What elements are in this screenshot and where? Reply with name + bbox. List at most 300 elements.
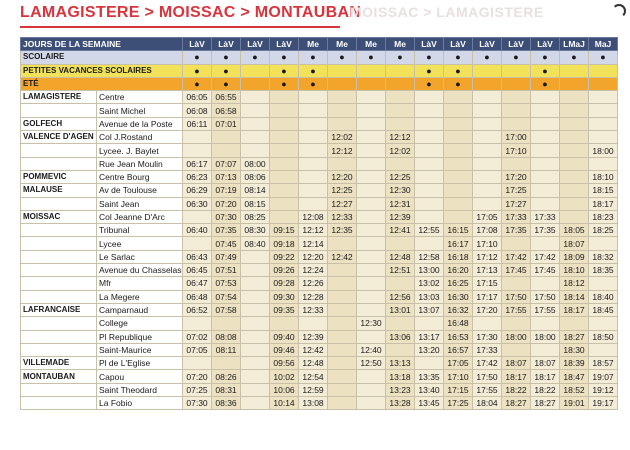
day-header: LàV xyxy=(183,38,212,51)
departure-time xyxy=(328,383,357,396)
departure-time: 09:28 xyxy=(270,277,299,290)
departure-time: 07:07 xyxy=(212,157,241,170)
departure-time: 09:35 xyxy=(270,303,299,316)
city-name: MALAUSE xyxy=(21,184,97,197)
departure-time xyxy=(357,277,386,290)
period-dot: ● xyxy=(183,77,212,90)
city-name xyxy=(21,343,97,356)
departure-time: 12:48 xyxy=(386,250,415,263)
departure-time xyxy=(241,343,270,356)
departure-time: 06:52 xyxy=(183,303,212,316)
departure-time: 08:08 xyxy=(212,330,241,343)
stop-row xyxy=(21,197,618,210)
departure-time: 07:51 xyxy=(212,264,241,277)
departure-time: 17:30 xyxy=(473,330,502,343)
stop-row xyxy=(21,157,618,170)
departure-time xyxy=(415,184,444,197)
days-header-row xyxy=(21,38,618,51)
city-name xyxy=(21,290,97,303)
departure-time xyxy=(299,117,328,130)
departure-time: 19:01 xyxy=(560,397,589,410)
departure-time: 08:11 xyxy=(212,343,241,356)
departure-time: 13:23 xyxy=(386,383,415,396)
period-dot xyxy=(473,64,502,77)
stop-name: Saint Theodard xyxy=(97,383,183,396)
departure-time: 06:29 xyxy=(183,184,212,197)
departure-time: 17:20 xyxy=(502,170,531,183)
departure-time xyxy=(386,343,415,356)
departure-time: 18:07 xyxy=(502,357,531,370)
city-name xyxy=(21,264,97,277)
stop-name: Le Sarlac xyxy=(97,250,183,263)
period-dot: ● xyxy=(357,51,386,64)
departure-time: 17:12 xyxy=(473,250,502,263)
departure-time: 07:13 xyxy=(212,170,241,183)
departure-time: 18:23 xyxy=(589,210,618,223)
departure-time: 13:40 xyxy=(415,383,444,396)
departure-time: 06:05 xyxy=(183,91,212,104)
timetable xyxy=(20,37,618,410)
day-header: LàV xyxy=(531,38,560,51)
departure-time: 16:48 xyxy=(444,317,473,330)
departure-time: 12:30 xyxy=(386,184,415,197)
departure-time: 18:47 xyxy=(560,370,589,383)
stop-name: Pl de L'Eglise xyxy=(97,357,183,370)
departure-time xyxy=(270,317,299,330)
departure-time: 07:35 xyxy=(212,224,241,237)
day-header: LàV xyxy=(502,38,531,51)
stop-name: College xyxy=(97,317,183,330)
stop-name: Av de Toulouse xyxy=(97,184,183,197)
stop-row xyxy=(21,303,618,316)
departure-time xyxy=(357,131,386,144)
departure-time xyxy=(241,131,270,144)
stop-row xyxy=(21,397,618,410)
departure-time xyxy=(415,317,444,330)
departure-time xyxy=(473,131,502,144)
period-dot: ● xyxy=(270,77,299,90)
departure-time xyxy=(299,184,328,197)
departure-time: 12:33 xyxy=(328,210,357,223)
departure-time xyxy=(589,91,618,104)
departure-time: 18:15 xyxy=(589,184,618,197)
departure-time: 07:02 xyxy=(183,330,212,343)
departure-time xyxy=(241,144,270,157)
period-label: PETITES VACANCES SCOLAIRES xyxy=(21,64,183,77)
departure-time xyxy=(328,264,357,277)
departure-time: 16:20 xyxy=(444,264,473,277)
departure-time xyxy=(299,157,328,170)
departure-time: 13:06 xyxy=(386,330,415,343)
departure-time: 07:01 xyxy=(212,117,241,130)
departure-time: 07:30 xyxy=(183,397,212,410)
departure-time: 18:57 xyxy=(589,357,618,370)
departure-time: 12:42 xyxy=(328,250,357,263)
stop-row xyxy=(21,277,618,290)
departure-time: 10:06 xyxy=(270,383,299,396)
city-name xyxy=(21,397,97,410)
period-dot: ● xyxy=(444,64,473,77)
departure-time: 12:41 xyxy=(386,224,415,237)
departure-time: 08:25 xyxy=(241,210,270,223)
departure-time: 17:50 xyxy=(531,290,560,303)
stop-row xyxy=(21,250,618,263)
departure-time: 19:07 xyxy=(589,370,618,383)
day-header: LàV xyxy=(241,38,270,51)
departure-time xyxy=(328,117,357,130)
departure-time: 17:05 xyxy=(473,210,502,223)
departure-time: 18:50 xyxy=(589,330,618,343)
departure-time: 07:19 xyxy=(212,184,241,197)
period-dot: ● xyxy=(473,51,502,64)
departure-time xyxy=(502,277,531,290)
period-dot: ● xyxy=(444,51,473,64)
departure-time xyxy=(357,104,386,117)
departure-time: 18:04 xyxy=(473,397,502,410)
departure-time xyxy=(357,144,386,157)
departure-time: 06:11 xyxy=(183,117,212,130)
period-dot: ● xyxy=(502,51,531,64)
period-dot: ● xyxy=(415,51,444,64)
city-name: MOISSAC xyxy=(21,210,97,223)
departure-time: 18:14 xyxy=(560,290,589,303)
departure-time: 18:17 xyxy=(531,370,560,383)
departure-time: 12:25 xyxy=(386,170,415,183)
period-row xyxy=(21,77,618,90)
title-underline xyxy=(20,26,340,28)
stop-row xyxy=(21,104,618,117)
period-row xyxy=(21,51,618,64)
departure-time: 12:58 xyxy=(415,250,444,263)
day-header: Me xyxy=(299,38,328,51)
ghost-title-bleedthrough: MOISSAC > LAMAGISTERE xyxy=(350,4,544,20)
departure-time xyxy=(212,357,241,370)
departure-time xyxy=(531,131,560,144)
departure-time: 07:20 xyxy=(212,197,241,210)
departure-time xyxy=(386,117,415,130)
period-dot xyxy=(357,77,386,90)
departure-time: 18:39 xyxy=(560,357,589,370)
departure-time: 16:53 xyxy=(444,330,473,343)
departure-time: 18:09 xyxy=(560,250,589,263)
period-dot: ● xyxy=(299,77,328,90)
departure-time xyxy=(328,303,357,316)
departure-time xyxy=(357,397,386,410)
departure-time xyxy=(357,237,386,250)
departure-time xyxy=(241,91,270,104)
departure-time: 17:15 xyxy=(444,383,473,396)
period-dot xyxy=(328,64,357,77)
departure-time xyxy=(357,210,386,223)
departure-time xyxy=(473,144,502,157)
departure-time xyxy=(328,370,357,383)
period-dot: ● xyxy=(299,51,328,64)
departure-time xyxy=(328,157,357,170)
departure-time: 06:58 xyxy=(212,104,241,117)
departure-time: 18:12 xyxy=(560,277,589,290)
departure-time: 17:55 xyxy=(502,303,531,316)
stop-row xyxy=(21,370,618,383)
departure-time: 17:33 xyxy=(531,210,560,223)
departure-time: 12:02 xyxy=(328,131,357,144)
stop-name: Lycee xyxy=(97,237,183,250)
departure-time: 09:26 xyxy=(270,264,299,277)
departure-time: 10:02 xyxy=(270,370,299,383)
period-dot: ● xyxy=(270,64,299,77)
stop-row xyxy=(21,330,618,343)
departure-time xyxy=(183,357,212,370)
departure-time: 09:40 xyxy=(270,330,299,343)
departure-time: 17:45 xyxy=(502,264,531,277)
departure-time xyxy=(270,170,299,183)
departure-time: 12:12 xyxy=(299,224,328,237)
departure-time xyxy=(415,131,444,144)
departure-time xyxy=(560,104,589,117)
departure-time xyxy=(183,210,212,223)
stop-name: Tribunal xyxy=(97,224,183,237)
departure-time xyxy=(502,237,531,250)
departure-time xyxy=(357,383,386,396)
stop-row xyxy=(21,131,618,144)
departure-time xyxy=(415,117,444,130)
departure-time xyxy=(386,157,415,170)
departure-time: 08:26 xyxy=(212,370,241,383)
departure-time: 13:08 xyxy=(299,397,328,410)
period-dot: ● xyxy=(212,77,241,90)
departure-time xyxy=(444,91,473,104)
departure-time: 12:27 xyxy=(328,197,357,210)
departure-time: 18:27 xyxy=(531,397,560,410)
departure-time: 17:27 xyxy=(502,197,531,210)
departure-time xyxy=(241,104,270,117)
departure-time: 17:13 xyxy=(473,264,502,277)
city-name: VALENCE D'AGEN xyxy=(21,131,97,144)
departure-time xyxy=(531,144,560,157)
day-header: LàV xyxy=(473,38,502,51)
departure-time xyxy=(299,144,328,157)
day-header: Me xyxy=(386,38,415,51)
departure-time: 18:07 xyxy=(531,357,560,370)
departure-time: 07:30 xyxy=(212,210,241,223)
departure-time xyxy=(502,343,531,356)
departure-time: 07:25 xyxy=(183,383,212,396)
city-name xyxy=(21,157,97,170)
departure-time: 18:27 xyxy=(502,397,531,410)
departure-time: 07:20 xyxy=(183,370,212,383)
departure-time: 17:20 xyxy=(473,303,502,316)
period-dot xyxy=(241,77,270,90)
departure-time xyxy=(589,104,618,117)
departure-time xyxy=(444,170,473,183)
departure-time xyxy=(531,104,560,117)
departure-time xyxy=(560,317,589,330)
departure-time xyxy=(241,117,270,130)
departure-time xyxy=(444,117,473,130)
departure-time xyxy=(531,237,560,250)
departure-time: 17:00 xyxy=(502,131,531,144)
departure-time xyxy=(531,317,560,330)
departure-time: 17:55 xyxy=(473,383,502,396)
departure-time: 12:33 xyxy=(299,303,328,316)
period-dot xyxy=(328,77,357,90)
day-header: LàV xyxy=(212,38,241,51)
departure-time xyxy=(502,117,531,130)
city-name xyxy=(21,224,97,237)
departure-time: 08:40 xyxy=(241,237,270,250)
stop-row xyxy=(21,357,618,370)
city-name xyxy=(21,144,97,157)
departure-time xyxy=(473,170,502,183)
city-name: MONTAUBAN xyxy=(21,370,97,383)
departure-time: 18:35 xyxy=(589,264,618,277)
departure-time: 13:20 xyxy=(415,343,444,356)
stop-name: Avenue de la Poste xyxy=(97,117,183,130)
departure-time xyxy=(270,117,299,130)
departure-time xyxy=(415,91,444,104)
departure-time: 18:07 xyxy=(560,237,589,250)
departure-time: 18:00 xyxy=(589,144,618,157)
departure-time: 16:18 xyxy=(444,250,473,263)
departure-time: 12:35 xyxy=(328,224,357,237)
departure-time: 12:31 xyxy=(386,197,415,210)
departure-time: 12:56 xyxy=(386,290,415,303)
departure-time: 10:14 xyxy=(270,397,299,410)
departure-time xyxy=(531,277,560,290)
departure-time: 16:17 xyxy=(444,237,473,250)
city-name xyxy=(21,317,97,330)
departure-time xyxy=(444,131,473,144)
departure-time xyxy=(473,184,502,197)
departure-time: 12:24 xyxy=(299,264,328,277)
departure-time xyxy=(241,357,270,370)
departure-time xyxy=(241,264,270,277)
departure-time: 07:54 xyxy=(212,290,241,303)
departure-time xyxy=(531,91,560,104)
departure-time xyxy=(386,317,415,330)
period-label: ETÉ xyxy=(21,77,183,90)
departure-time xyxy=(531,117,560,130)
departure-time: 08:06 xyxy=(241,170,270,183)
departure-time: 13:07 xyxy=(415,303,444,316)
departure-time xyxy=(473,104,502,117)
stop-row xyxy=(21,184,618,197)
departure-time: 06:08 xyxy=(183,104,212,117)
departure-time xyxy=(183,131,212,144)
departure-time xyxy=(328,357,357,370)
departure-time: 13:18 xyxy=(386,370,415,383)
departure-time: 17:35 xyxy=(502,224,531,237)
period-dot: ● xyxy=(415,64,444,77)
departure-time xyxy=(183,144,212,157)
departure-time: 18:17 xyxy=(560,303,589,316)
day-header: MaJ xyxy=(589,38,618,51)
departure-time xyxy=(241,317,270,330)
stop-row xyxy=(21,290,618,303)
departure-time: 13:13 xyxy=(386,357,415,370)
departure-time xyxy=(357,290,386,303)
departure-time: 17:25 xyxy=(502,184,531,197)
departure-time: 09:46 xyxy=(270,343,299,356)
departure-time xyxy=(270,197,299,210)
departure-time: 19:17 xyxy=(589,397,618,410)
stop-name: Camparnaud xyxy=(97,303,183,316)
departure-time xyxy=(560,117,589,130)
stop-row xyxy=(21,91,618,104)
stop-name: Saint Michel xyxy=(97,104,183,117)
departure-time: 17:10 xyxy=(444,370,473,383)
departure-time: 16:57 xyxy=(444,343,473,356)
departure-time xyxy=(357,250,386,263)
departure-time: 13:45 xyxy=(415,397,444,410)
departure-time: 06:40 xyxy=(183,224,212,237)
departure-time: 12:26 xyxy=(299,277,328,290)
stop-name: Mfr xyxy=(97,277,183,290)
departure-time xyxy=(212,144,241,157)
departure-time xyxy=(357,330,386,343)
departure-time xyxy=(560,91,589,104)
departure-time: 07:45 xyxy=(212,237,241,250)
departure-time: 17:42 xyxy=(531,250,560,263)
departure-time: 18:17 xyxy=(589,197,618,210)
departure-time: 18:00 xyxy=(502,330,531,343)
stop-row xyxy=(21,317,618,330)
day-header: Me xyxy=(328,38,357,51)
departure-time xyxy=(531,157,560,170)
departure-time xyxy=(270,157,299,170)
departure-time xyxy=(183,317,212,330)
departure-time xyxy=(415,157,444,170)
period-dot: ● xyxy=(444,77,473,90)
departure-time: 18:40 xyxy=(589,290,618,303)
departure-time xyxy=(589,237,618,250)
departure-time: 19:12 xyxy=(589,383,618,396)
departure-time xyxy=(328,343,357,356)
departure-time: 17:33 xyxy=(473,343,502,356)
period-dot xyxy=(473,77,502,90)
city-name xyxy=(21,237,97,250)
departure-time: 13:00 xyxy=(415,264,444,277)
departure-time xyxy=(270,91,299,104)
period-row xyxy=(21,64,618,77)
period-dot: ● xyxy=(299,64,328,77)
departure-time: 16:32 xyxy=(444,303,473,316)
day-header: LMaJ xyxy=(560,38,589,51)
departure-time: 08:15 xyxy=(241,197,270,210)
period-dot: ● xyxy=(212,64,241,77)
departure-time xyxy=(589,131,618,144)
departure-time xyxy=(328,277,357,290)
departure-time: 06:48 xyxy=(183,290,212,303)
departure-time: 12:40 xyxy=(357,343,386,356)
departure-time: 17:45 xyxy=(531,264,560,277)
departure-time xyxy=(502,317,531,330)
departure-time xyxy=(299,104,328,117)
departure-time: 12:25 xyxy=(328,184,357,197)
departure-time: 06:47 xyxy=(183,277,212,290)
departure-time xyxy=(589,157,618,170)
departure-time xyxy=(531,184,560,197)
stop-row xyxy=(21,343,618,356)
period-dot xyxy=(560,77,589,90)
stop-name: La Megere xyxy=(97,290,183,303)
stop-name: Avenue du Chasselas xyxy=(97,264,183,277)
day-header: LàV xyxy=(270,38,299,51)
departure-time xyxy=(270,184,299,197)
departure-time: 17:05 xyxy=(444,357,473,370)
departure-time xyxy=(444,184,473,197)
departure-time: 17:42 xyxy=(502,250,531,263)
departure-time: 13:02 xyxy=(415,277,444,290)
